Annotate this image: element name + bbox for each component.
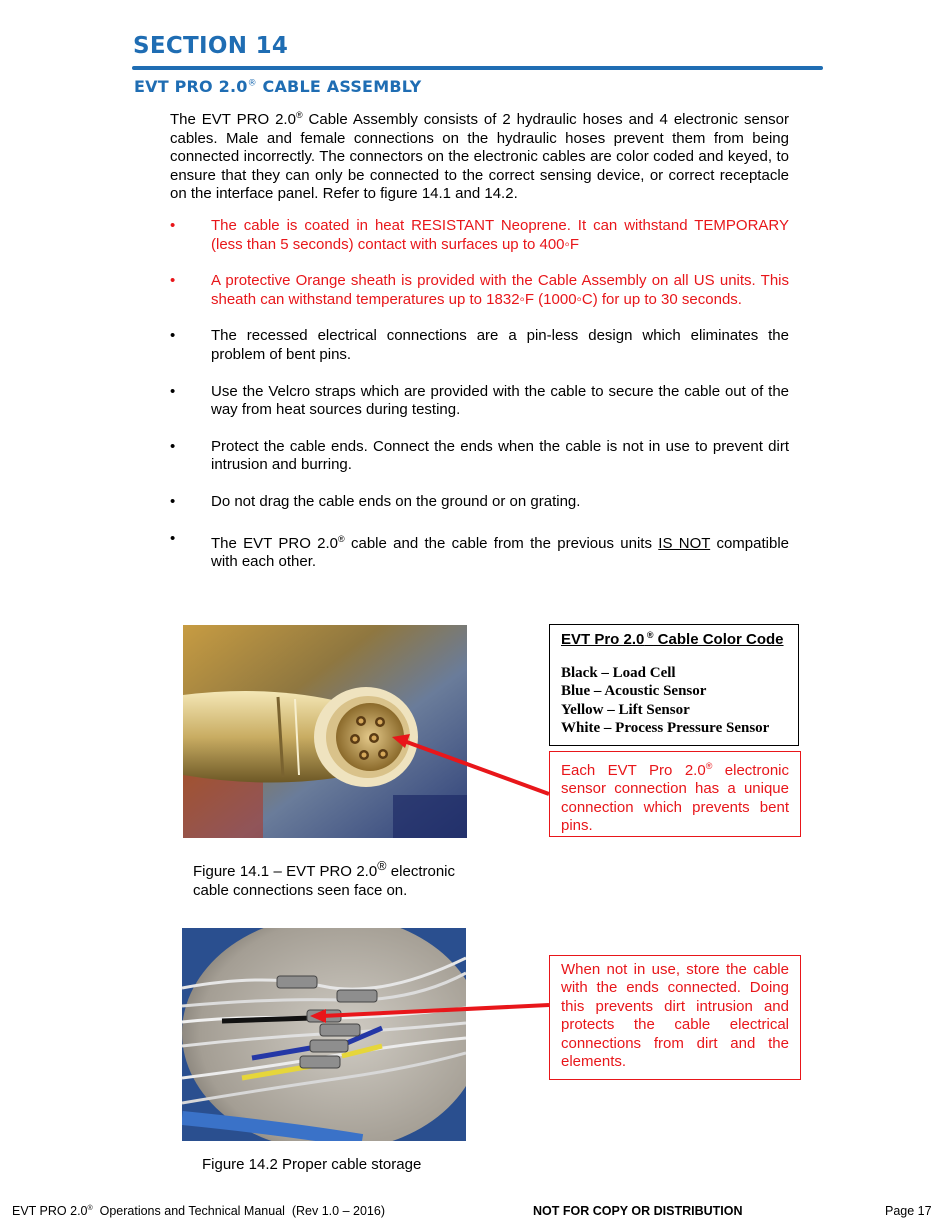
bullet-dot: • xyxy=(170,437,176,455)
bullet-dot: • xyxy=(170,272,176,290)
footer-left-rest: Operations and Technical Manual (Rev 1.0 – 2016) xyxy=(92,1204,385,1218)
color-code-title-rest: Cable Color Code xyxy=(653,631,784,648)
callout-text-1: Each EVT Pro 2.0 xyxy=(561,762,706,779)
color-code-item-black: Black – Load Cell xyxy=(561,665,676,681)
bullet-item-velcro xyxy=(170,383,789,420)
color-code-item-blue: Blue – Acoustic Sensor xyxy=(561,683,707,700)
callout-text-2: electronic sensor connection has a unique connection which prevents bent pins. xyxy=(561,762,789,835)
callout-storage xyxy=(549,955,801,1080)
registered-mark: ® xyxy=(247,78,257,89)
cable-storage-photo xyxy=(182,928,466,1141)
bullet-item-protect-ends xyxy=(170,438,789,475)
registered-mark: ® xyxy=(705,761,713,771)
connector-face-photo xyxy=(183,625,467,838)
intro-paragraph xyxy=(170,106,789,204)
bullet-text: Do not drag the cable ends on the ground or on grating. xyxy=(211,492,581,510)
compat-text-1: The EVT PRO 2.0 xyxy=(211,534,339,552)
footer-page-number: Page 17 xyxy=(885,1204,932,1218)
intro-text-2: Cable Assembly consists of 2 hydraulic hoses and 4 electronic sensor cables. Male and female connections on the hydraulic hoses prevent them from being connected incorrectly. The connectors on the electronic cables are color coded and keyed, to ensure that they can only be connected to the correct sensing device, or correct receptacle on the interface panel. Refer to figure 14.1 and 14.2. xyxy=(170,111,790,203)
bullet-dot: • xyxy=(170,529,176,547)
bullet-dot: • xyxy=(170,217,176,234)
registered-mark: ® xyxy=(338,533,345,544)
heading-rule xyxy=(132,66,823,70)
bullet-text xyxy=(211,530,789,572)
bullet-item-neoprene xyxy=(170,217,789,254)
bullet-text: A protective Orange sheath is provided with the Cable Assembly on all US units. This sheath can withstand temperatures up to 1832◦F (1000◦C) for up to 30 seconds. xyxy=(211,272,789,308)
bullet-item-pinless xyxy=(170,327,789,364)
color-code-item-yellow: Yellow – Lift Sensor xyxy=(561,701,690,718)
color-code-item-white: White – Process Pressure Sensor xyxy=(561,720,770,737)
bullet-dot: • xyxy=(170,327,176,345)
figure-caption-14-1 xyxy=(193,857,455,900)
subtitle-main: EVT PRO 2.0 xyxy=(134,77,248,96)
registered-mark: ® xyxy=(295,110,303,120)
bullet-text: Use the Velcro straps which are provided with the cable to secure the cable out of the way from heat sources during testing. xyxy=(211,382,789,419)
section-subtitle xyxy=(134,77,421,96)
registered-mark: ® xyxy=(644,630,654,640)
bullet-dot: • xyxy=(170,382,176,400)
color-code-title xyxy=(561,630,787,648)
footer-distribution-notice: NOT FOR COPY OR DISTRIBUTION xyxy=(533,1204,743,1218)
cable-color-code-box xyxy=(549,624,799,746)
callout-text xyxy=(561,757,789,836)
compat-text-3: compatible with each other. xyxy=(211,534,790,571)
caption-text-1: Figure 14.1 – EVT PRO 2.0 xyxy=(193,863,378,880)
bullet-item-compatibility xyxy=(170,530,789,572)
subtitle-rest: CABLE ASSEMBLY xyxy=(256,77,422,96)
bullet-text: The cable is coated in heat RESISTANT Neoprene. It can withstand TEMPORARY (less than 5 seconds) contact with surfaces up to 400◦F xyxy=(211,217,789,253)
caption-text-2: electronic cable connections seen face on. xyxy=(193,863,455,899)
section-heading: SECTION 14 xyxy=(133,33,289,59)
bullet-list xyxy=(170,217,789,590)
bullet-item-sheath xyxy=(170,272,789,309)
compat-text-2: cable and the cable from the previous units xyxy=(344,534,659,552)
registered-mark: ® xyxy=(87,1204,93,1212)
footer-left-main: EVT PRO 2.0 xyxy=(12,1204,88,1218)
intro-text-1: The EVT PRO 2.0 xyxy=(170,111,296,128)
bullet-text: The recessed electrical connections are a pin-less design which eliminates the problem of bent pins. xyxy=(211,327,789,363)
footer-manual-title xyxy=(12,1204,385,1218)
callout-text: When not in use, store the cable with the ends connected. Doing this prevents dirt intrusion and protects the cable electrical connections from dirt and the elements. xyxy=(561,961,789,1071)
figure-caption-14-2: Figure 14.2 Proper cable storage xyxy=(202,1156,422,1173)
callout-unique-connection xyxy=(549,751,801,837)
bullet-item-no-drag xyxy=(170,493,789,512)
registered-mark: ® xyxy=(377,859,387,873)
bullet-dot: • xyxy=(170,492,176,510)
bullet-text: Protect the cable ends. Connect the ends when the cable is not in use to prevent dirt intrusion and burring. xyxy=(211,437,789,474)
compat-emphasis: IS NOT xyxy=(658,534,711,552)
color-code-title-main: EVT Pro 2.0 xyxy=(561,631,645,648)
